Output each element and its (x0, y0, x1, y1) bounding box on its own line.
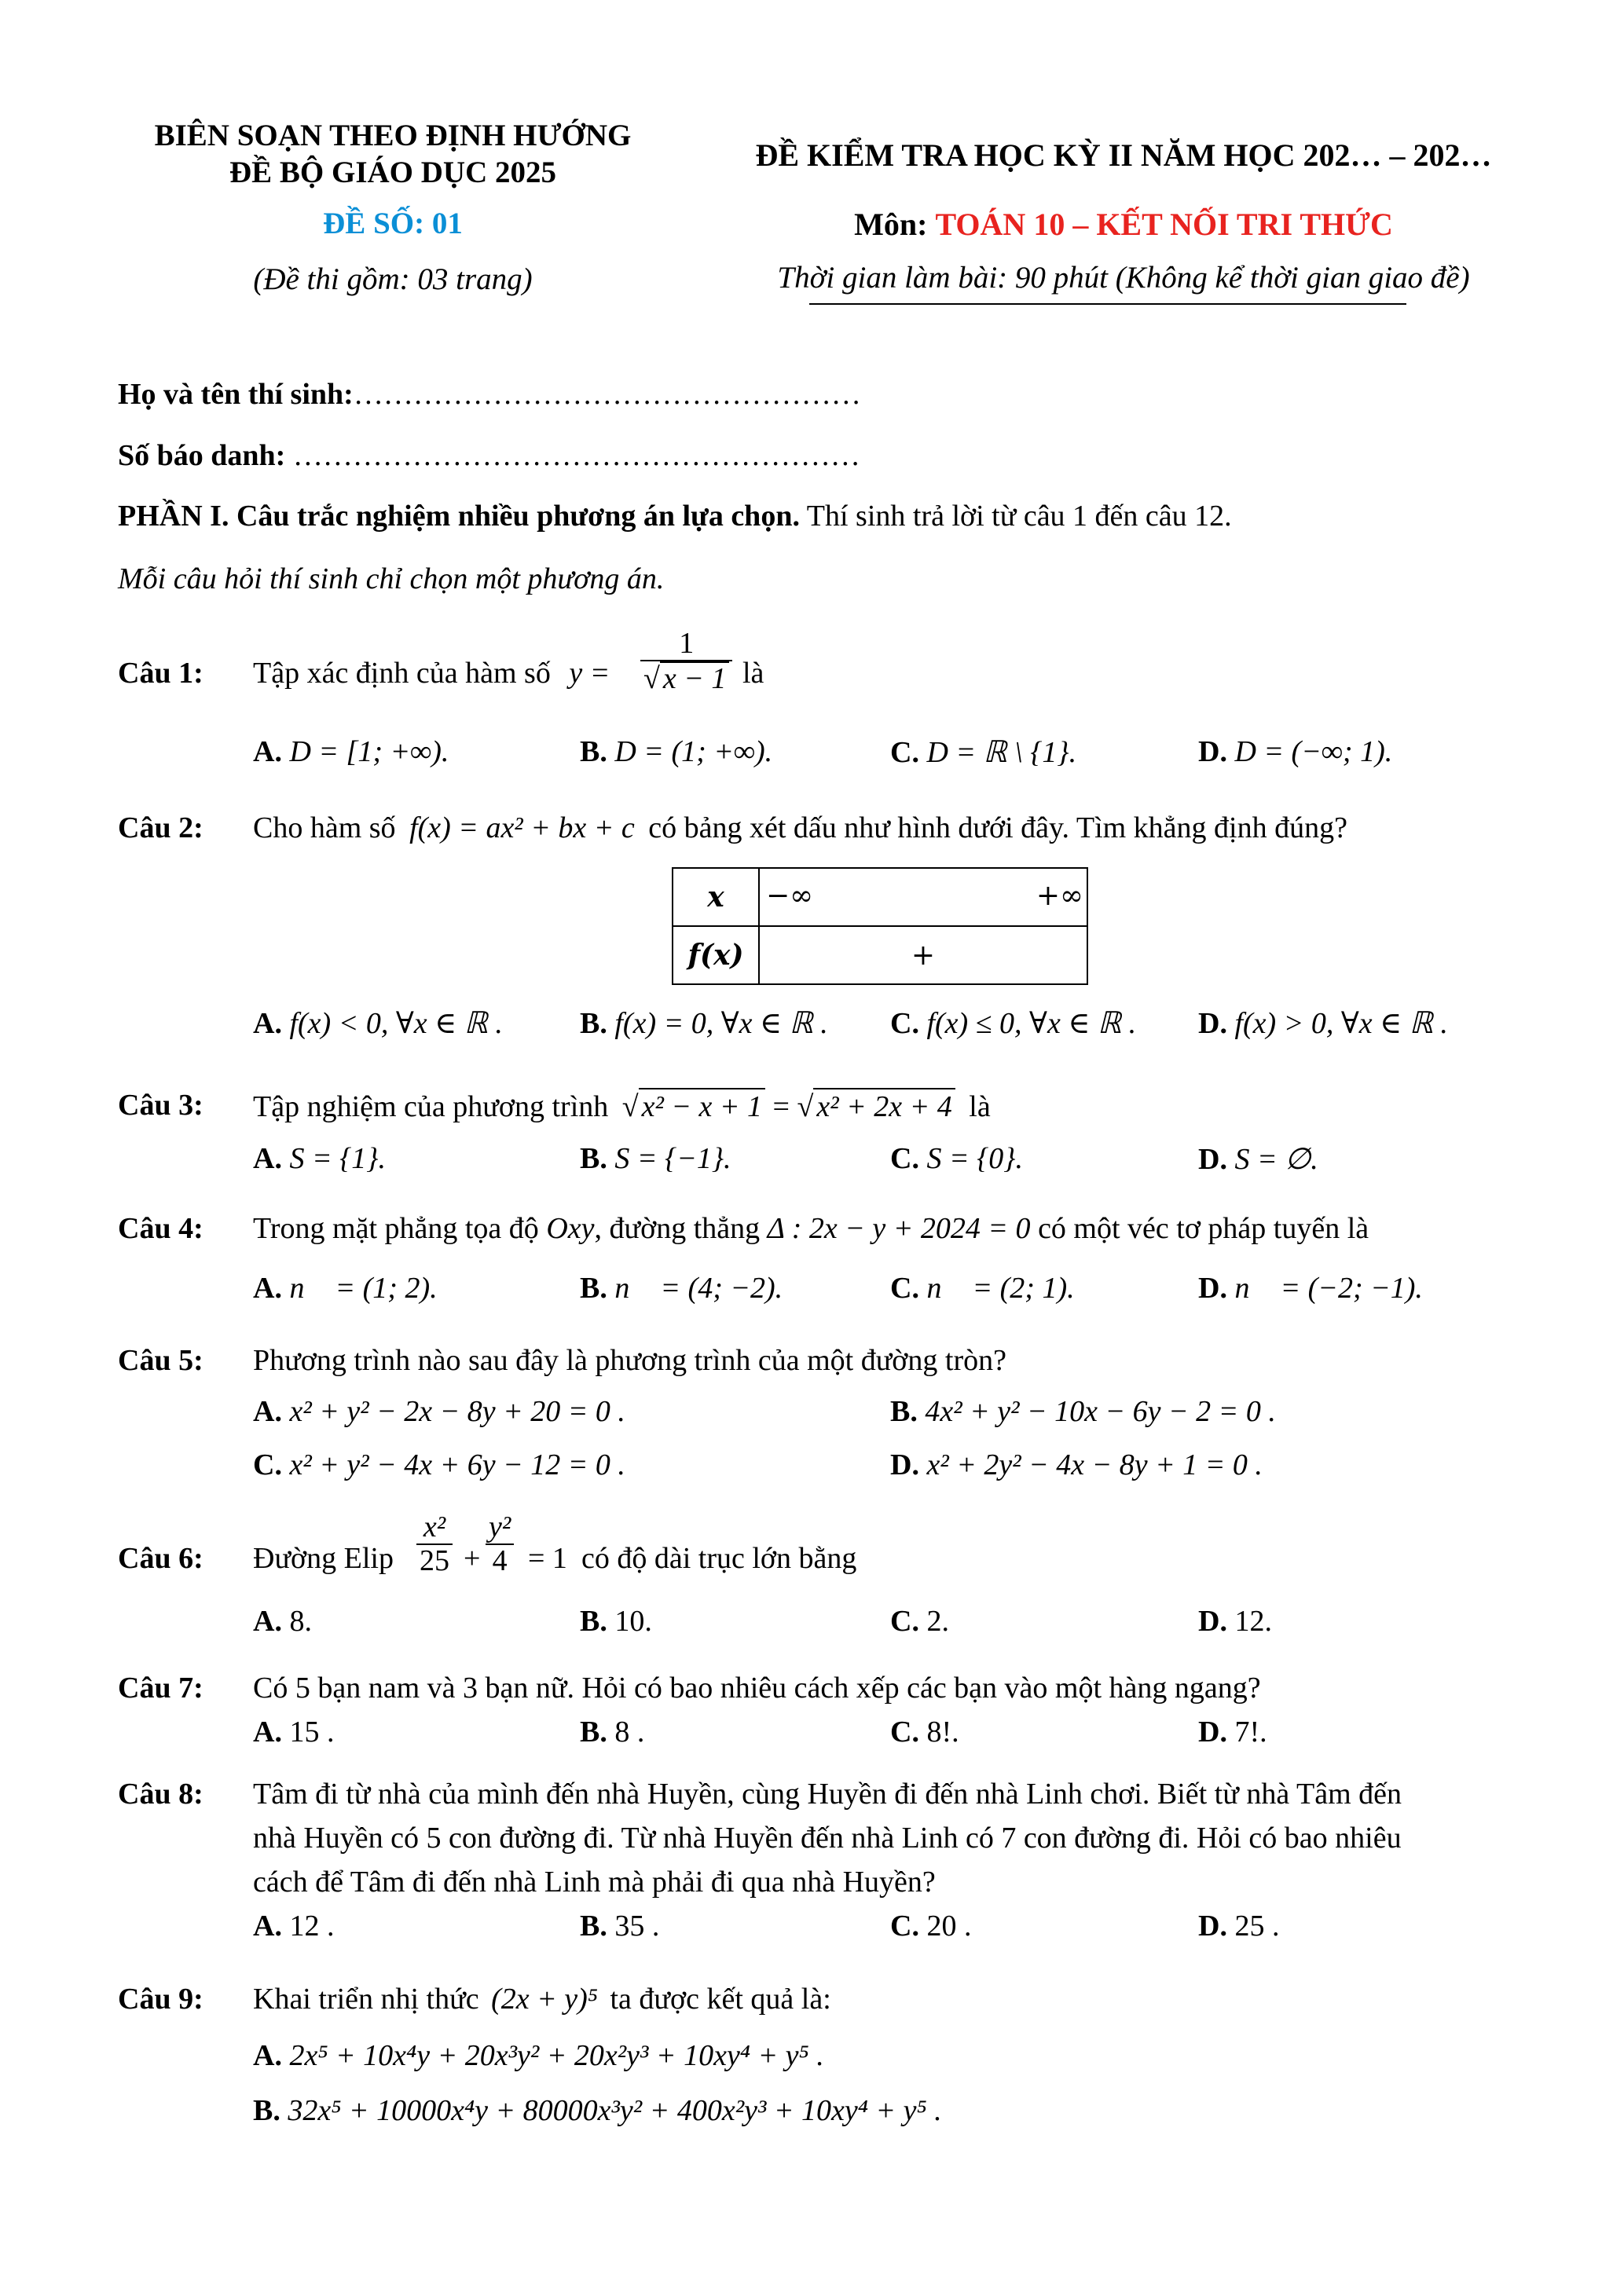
q2-table-sign: + (759, 926, 1087, 984)
q6-label: Câu 6: (118, 1542, 203, 1575)
q6-a-letter: A. (253, 1605, 282, 1638)
exam-title: ĐỀ KIỂM TRA HỌC KỲ II NĂM HỌC 202… – 202… (755, 137, 1492, 173)
q1-y: y = (569, 657, 610, 690)
q7-c-text: 8!. (926, 1716, 959, 1749)
q5-b-letter: B. (890, 1395, 918, 1428)
q2-option-a[interactable] (253, 1005, 503, 1041)
q7-a-letter: A. (253, 1716, 282, 1749)
q4-b-letter: B. (580, 1272, 607, 1305)
q1-d-letter: D. (1198, 735, 1227, 768)
q3-c-letter: C. (890, 1142, 919, 1175)
q6-frac-y (486, 1512, 514, 1578)
q1-option-d[interactable] (1198, 734, 1392, 769)
q9-a-text: 2x⁵ + 10x⁴y + 20x³y² + 20x²y³ + 10xy⁴ + y⁵ . (289, 2039, 824, 2072)
q6-d-letter: D. (1198, 1605, 1227, 1638)
q7-b-letter: B. (580, 1716, 607, 1749)
q1-a-letter: A. (253, 735, 282, 768)
q8-c-text: 20 . (926, 1910, 972, 1943)
q4-label: Câu 4: (118, 1212, 203, 1245)
q2-a-letter: A. (253, 1007, 282, 1040)
q8-a-letter: A. (253, 1910, 282, 1943)
header-underline (809, 303, 1406, 305)
q4-option-c[interactable] (890, 1271, 1075, 1305)
q7-d-text: 7!. (1234, 1716, 1267, 1749)
q8-c-letter: C. (890, 1910, 919, 1943)
q3-label: Câu 3: (118, 1089, 203, 1122)
subject-line (691, 206, 1556, 243)
q9-stem: Khai triển nhị thức (253, 1983, 479, 2016)
q4-option-a[interactable] (253, 1271, 438, 1305)
q3-text: Tập nghiệm của phương trình √ x² − x + 1 = √ x² + 2x + 4 là (253, 1088, 991, 1124)
q9-tail: ta được kết quả là: (610, 1983, 831, 2016)
q3-d-letter: D. (1198, 1143, 1227, 1176)
q1-b-text: D = (1; +∞). (614, 735, 773, 768)
q6-c-letter: C. (890, 1605, 919, 1638)
q4-text (253, 1211, 1369, 1246)
q6-option-b[interactable] (580, 1604, 652, 1639)
q1-label: Câu 1: (118, 657, 203, 690)
q9-expr: (2x + y)⁵ (491, 1983, 598, 2016)
q3-a-letter: A. (253, 1142, 282, 1175)
q7-c-letter: C. (890, 1716, 919, 1749)
q9-text (253, 1982, 831, 2016)
q2-b-letter: B. (580, 1007, 607, 1040)
q4-stem-pre: Trong mặt phẳng tọa độ (253, 1212, 539, 1245)
q1-a-text: D = [1; +∞). (289, 735, 449, 768)
q6-option-c[interactable] (890, 1604, 949, 1639)
exam-code: ĐỀ SỐ: 01 (323, 207, 463, 240)
q8-line1: Tâm đi từ nhà của mình đến nhà Huyền, cùng Huyền đi đến nhà Linh chơi. Biết từ nhà Tâm đến (253, 1778, 1402, 1811)
q4-oxy: Oxy (546, 1212, 595, 1245)
q7-option-b[interactable] (580, 1715, 644, 1749)
subject-label: Môn: (854, 207, 928, 242)
candidate-name-label: Họ và tên thí sinh: (118, 378, 354, 411)
section-note: Mỗi câu hỏi thí sinh chỉ chọn một phương án. (118, 562, 665, 595)
q7-option-d[interactable] (1198, 1715, 1267, 1749)
candidate-id-label: Số báo danh: (118, 439, 286, 472)
q1-d-text: D = (−∞; 1). (1234, 735, 1393, 768)
q2-d-text: f(x) > 0, ∀x ∈ ℝ . (1234, 1007, 1448, 1040)
q6-d-text: 12. (1234, 1605, 1272, 1638)
q1-sqrt: x − 1 (660, 661, 730, 696)
q8-b-text: 35 . (614, 1910, 660, 1943)
q6-stem: Đường Elip (253, 1542, 394, 1575)
q7-b-text: 8 . (614, 1716, 645, 1749)
q3-b-text: S = {−1}. (614, 1142, 731, 1175)
q9-label: Câu 9: (118, 1983, 203, 2016)
q2-table-fx-header: f(x) (673, 926, 759, 984)
q4-option-d[interactable] (1198, 1271, 1423, 1305)
q4-stem-post: có một véc tơ pháp tuyến là (1038, 1212, 1369, 1245)
q1-fraction (640, 628, 732, 696)
q5-c-letter: C. (253, 1448, 282, 1481)
q1-c-text: D = ℝ \ {1}. (926, 736, 1077, 769)
q1-frac-num: 1 (640, 628, 732, 661)
q5-c-text: x² + y² − 4x + 6y − 12 = 0 . (289, 1448, 625, 1481)
q5-d-text: x² + 2y² − 4x − 8y + 1 = 0 . (926, 1448, 1263, 1481)
q2-plus-inf: +∞ (1036, 880, 1083, 912)
q1-text (253, 656, 610, 690)
q4-stem-mid: , đường thẳng (594, 1212, 761, 1245)
q3-right: x² + 2x + 4 (813, 1088, 955, 1124)
q9-option-b[interactable] (253, 2093, 942, 2128)
q2-d-letter: D. (1198, 1007, 1227, 1040)
q2-text (253, 811, 1347, 845)
pages-note: (Đề thi gồm: 03 trang) (253, 262, 533, 296)
q6-frac-x (416, 1512, 453, 1578)
q8-option-b[interactable] (580, 1909, 659, 1943)
q1-stem: Tập xác định của hàm số (253, 657, 551, 690)
q4-option-b[interactable] (580, 1271, 783, 1305)
q8-line2: nhà Huyền có 5 con đường đi. Từ nhà Huyền đến nhà Linh có 7 con đường đi. Hỏi có bao nhiêu (253, 1822, 1402, 1855)
q9-b-letter: B. (253, 2094, 280, 2127)
candidate-name-line (118, 377, 861, 412)
q8-b-letter: B. (580, 1910, 607, 1943)
q6-frac-y-num: y² (486, 1512, 514, 1545)
q5-label: Câu 5: (118, 1344, 203, 1377)
section-desc: Thí sinh trả lời từ câu 1 đến câu 12. (799, 500, 1232, 533)
q8-label: Câu 8: (118, 1778, 203, 1811)
q6-frac-x-den: 25 (420, 1543, 449, 1577)
q8-d-letter: D. (1198, 1910, 1227, 1943)
q2-table-x-row (759, 868, 1087, 926)
q6-b-text: 10. (614, 1605, 652, 1638)
q9-a-letter: A. (253, 2039, 282, 2072)
q5-text: Phương trình nào sau đây là phương trình của một đường tròn? (253, 1344, 1006, 1377)
q2-func: f(x) = ax² + bx + c (409, 811, 635, 844)
q7-option-a[interactable] (253, 1715, 334, 1749)
q6-b-letter: B. (580, 1605, 607, 1638)
q3-b-letter: B. (580, 1142, 607, 1175)
q3-left: x² − x + 1 (639, 1088, 765, 1124)
q3-option-c[interactable] (890, 1141, 1023, 1176)
q1-option-b[interactable] (580, 734, 772, 769)
q8-option-d[interactable] (1198, 1909, 1279, 1943)
q5-option-a[interactable] (253, 1394, 625, 1429)
q6-option-d[interactable] (1198, 1604, 1272, 1639)
q5-a-text: x² + y² − 2x − 8y + 20 = 0 . (289, 1395, 625, 1428)
q4-c-text: n⃗ = (2; 1). (926, 1272, 1075, 1305)
q5-d-letter: D. (890, 1448, 919, 1481)
q7-label: Câu 7: (118, 1672, 203, 1705)
header-left-line2: ĐỀ BỘ GIÁO DỤC 2025 (229, 156, 557, 189)
q2-minus-inf: −∞ (766, 880, 814, 912)
q1-tail: là (742, 657, 764, 690)
q5-option-d[interactable] (890, 1448, 1263, 1482)
q2-option-c[interactable] (890, 1005, 1136, 1041)
q4-a-text: n⃗ = (1; 2). (289, 1272, 438, 1305)
q8-line3: cách để Tâm đi đến nhà Linh mà phải đi qua nhà Huyền? (253, 1866, 936, 1899)
q8-d-text: 25 . (1234, 1910, 1280, 1943)
q8-option-c[interactable] (890, 1909, 971, 1943)
section-title: PHẦN I. Câu trắc nghiệm nhiều phương án lựa chọn. (118, 500, 800, 533)
candidate-id-dots: ………………………………………………… (285, 439, 860, 472)
q6-c-text: 2. (926, 1605, 949, 1638)
exam-time: Thời gian làm bài: 90 phút (Không kể thời gian giao đề) (777, 261, 1470, 295)
q1-option-c[interactable] (890, 734, 1076, 770)
subject-name: TOÁN 10 – KẾT NỐI TRI THỨC (935, 207, 1393, 242)
q2-b-text: f(x) = 0, ∀x ∈ ℝ . (614, 1007, 828, 1040)
q5-a-letter: A. (253, 1395, 282, 1428)
q3-option-b[interactable] (580, 1141, 731, 1176)
q7-d-letter: D. (1198, 1716, 1227, 1749)
q3-d-text: S = ∅. (1234, 1143, 1318, 1176)
q2-a-text: f(x) < 0, ∀x ∈ ℝ . (289, 1007, 503, 1040)
candidate-name-dots: …………………………………………… (353, 378, 861, 411)
q7-option-c[interactable] (890, 1715, 959, 1749)
q3-stem: Tập nghiệm của phương trình (253, 1090, 609, 1123)
q2-c-letter: C. (890, 1007, 919, 1040)
q9-b-text: 32x⁵ + 10000x⁴y + 80000x³y² + 400x²y³ + 10xy⁴ + y⁵ . (288, 2094, 942, 2127)
q6-plus: + (464, 1542, 481, 1575)
q2-stem-pre: Cho hàm số (253, 811, 396, 844)
q4-c-letter: C. (890, 1272, 919, 1305)
q6-a-text: 8. (289, 1605, 312, 1638)
q1-option-a[interactable] (253, 734, 449, 769)
section-title-line (118, 499, 1232, 533)
candidate-id-line (118, 438, 860, 473)
q9-option-a[interactable] (253, 2038, 824, 2073)
q4-b-text: n⃗ = (4; −2). (614, 1272, 783, 1305)
q2-stem-post: có bảng xét dấu như hình dưới đây. Tìm khẳng định đúng? (648, 811, 1347, 844)
q2-option-b[interactable] (580, 1005, 828, 1041)
q5-option-c[interactable] (253, 1448, 625, 1482)
q4-line: Δ : 2x − y + 2024 = 0 (767, 1212, 1031, 1245)
q3-eq: = (772, 1090, 790, 1123)
q8-option-a[interactable] (253, 1909, 334, 1943)
q5-b-text: 4x² + y² − 10x − 6y − 2 = 0 . (925, 1395, 1276, 1428)
q3-tail: là (969, 1090, 991, 1123)
q3-a-text: S = {1}. (289, 1142, 386, 1175)
q6-frac-y-den: 4 (492, 1543, 508, 1577)
q2-label: Câu 2: (118, 811, 203, 844)
q4-a-letter: A. (253, 1272, 282, 1305)
header-left-line1: BIÊN SOẠN THEO ĐỊNH HƯỚNG (154, 119, 632, 152)
q2-table-x-header: x (673, 868, 759, 926)
q4-d-letter: D. (1198, 1272, 1227, 1305)
q2-option-d[interactable] (1198, 1005, 1448, 1041)
q7-a-text: 15 . (289, 1716, 335, 1749)
q6-frac-x-num: x² (416, 1512, 453, 1545)
q1-b-letter: B. (580, 735, 607, 768)
q3-option-a[interactable] (253, 1141, 386, 1176)
q2-sign-table (672, 867, 1088, 985)
q8-a-text: 12 . (289, 1910, 335, 1943)
q7-text: Có 5 bạn nam và 3 bạn nữ. Hỏi có bao nhiêu cách xếp các bạn vào một hàng ngang? (253, 1672, 1261, 1705)
q2-c-text: f(x) ≤ 0, ∀x ∈ ℝ . (926, 1007, 1137, 1040)
q5-option-b[interactable] (890, 1394, 1276, 1429)
q4-d-text: n⃗ = (−2; −1). (1234, 1272, 1423, 1305)
q1-c-letter: C. (890, 736, 919, 769)
q3-option-d[interactable] (1198, 1141, 1318, 1177)
q3-c-text: S = {0}. (926, 1142, 1023, 1175)
q6-tail: có độ dài trục lớn bằng (581, 1542, 857, 1575)
q6-option-a[interactable] (253, 1604, 312, 1639)
q6-eq: = 1 (528, 1542, 567, 1575)
q1-frac-den: √ x − 1 (640, 661, 732, 696)
